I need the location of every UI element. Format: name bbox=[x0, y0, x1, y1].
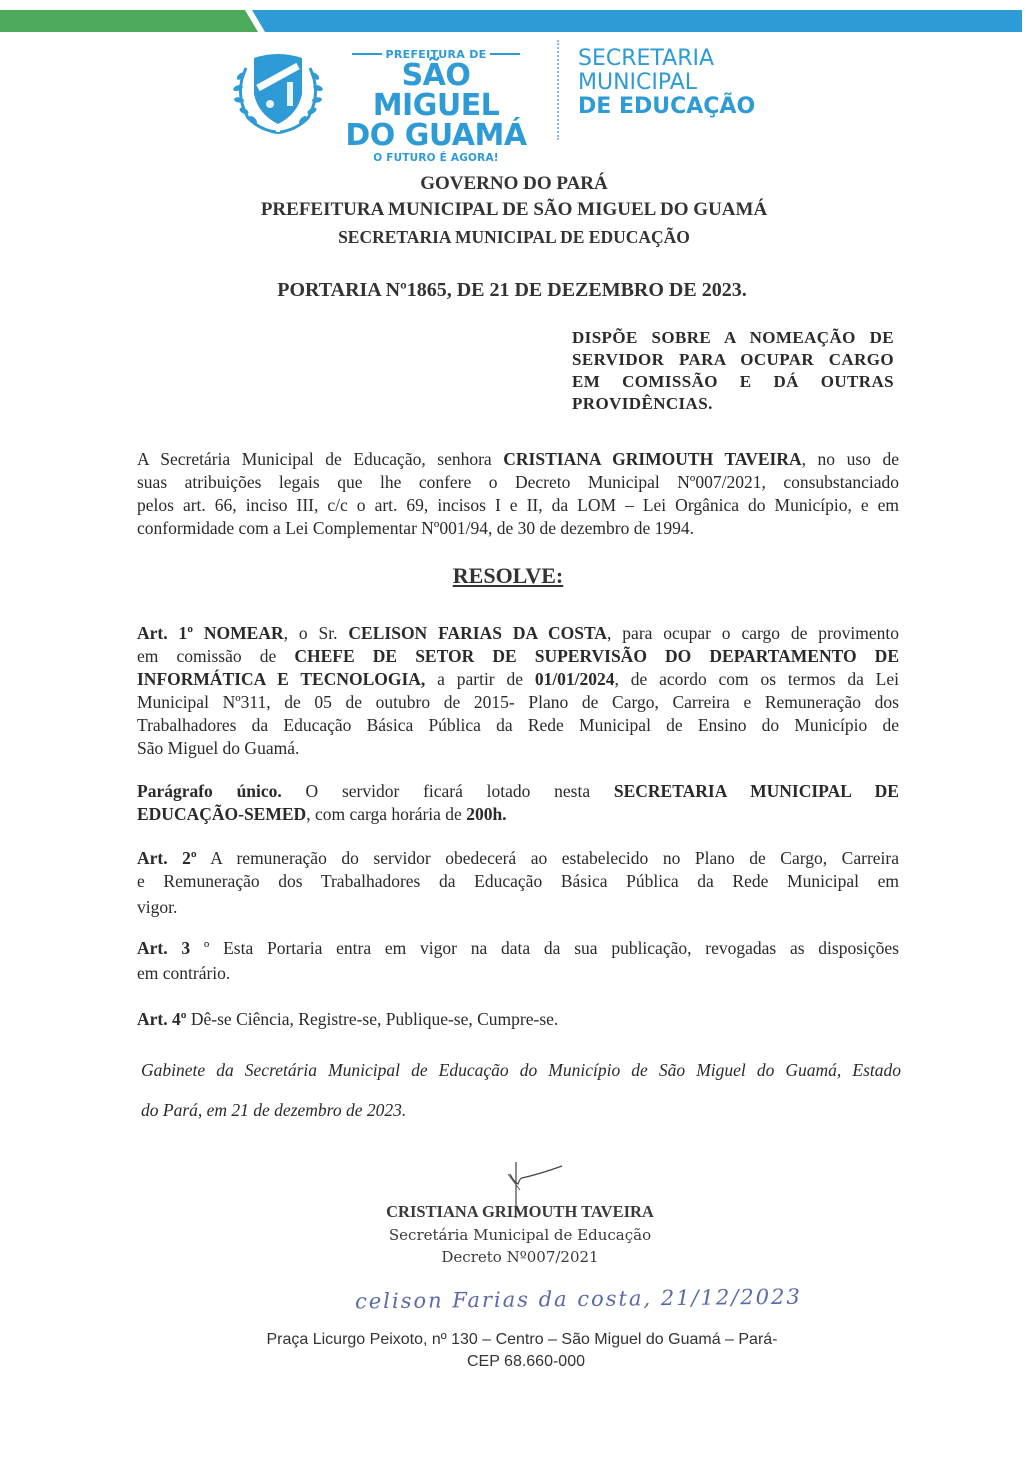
logo-city-line2: DO GUAMÁ bbox=[345, 118, 527, 153]
text-run: EDUCAÇÃO-SEMED bbox=[137, 804, 307, 824]
text-run: a partir de bbox=[425, 669, 535, 689]
header-color-bar bbox=[0, 10, 1022, 32]
prefeitura-logo bbox=[336, 47, 536, 165]
secretary-name: CRISTIANA GRIMOUTH TAVEIRA bbox=[503, 449, 802, 469]
article-line: vigor. bbox=[137, 897, 178, 917]
text-run: Art. 2º bbox=[137, 848, 197, 868]
portaria-title: PORTARIA Nº1865, DE 21 DE DEZEMBRO DE 2023. bbox=[277, 279, 747, 301]
footer-address: Praça Licurgo Peixoto, nº 130 – Centro – São Miguel do Guamá – Pará- bbox=[266, 1331, 778, 1348]
article-line: em contrário. bbox=[137, 963, 231, 983]
secretaria-logo-line2: MUNICIPAL bbox=[578, 70, 698, 95]
municipal-crest-icon bbox=[228, 48, 328, 138]
preamble-line: suas atribuições legais que lhe confere o Decreto Municipal Nº007/2021, consubstanciado bbox=[137, 472, 899, 492]
text-run: SECRETARIA MUNICIPAL DE bbox=[613, 781, 899, 801]
footer-cep: CEP 68.660-000 bbox=[466, 1353, 585, 1370]
header-prefeitura: PREFEITURA MUNICIPAL DE SÃO MIGUEL DO GUAMÁ bbox=[260, 199, 768, 220]
resolve-text: RESOLVE: bbox=[452, 563, 564, 588]
green-bar-segment bbox=[0, 10, 258, 32]
preamble-line: pelos art. 66, inciso III, c/c o art. 69, incisos I e II, da LOM – Lei Orgânica do Município, e em bbox=[137, 495, 899, 515]
text-run: , com carga horária de bbox=[306, 804, 467, 824]
article-line bbox=[137, 803, 899, 825]
secretaria-logo-line1: SECRETARIA bbox=[578, 46, 715, 71]
text-run: , para ocupar o cargo de provimento bbox=[607, 623, 899, 643]
ementa-line: DISPÕE SOBRE A NOMEAÇÃO DE bbox=[572, 328, 894, 347]
text-run: , de acordo com os termos da Lei bbox=[614, 669, 899, 689]
logo-city-line1: SÃO MIGUEL bbox=[372, 58, 500, 123]
text-run: A remuneração do servidor obedecerá ao estabelecido no Plano de Cargo, Carreira bbox=[196, 848, 899, 868]
resolve-heading bbox=[0, 562, 1022, 590]
position-title: INFORMÁTICA E TECNOLOGIA, bbox=[137, 669, 426, 689]
preamble-line: conformidade com a Lei Complementar Nº001/94, de 30 de dezembro de 1994. bbox=[137, 518, 694, 538]
text-run: , o Sr. bbox=[283, 623, 349, 643]
logo-slogan: O FUTURO É AGORA! bbox=[373, 152, 499, 164]
text-run: º Esta Portaria entra em vigor na data da sua publicação, revogadas as disposições bbox=[190, 938, 899, 958]
article-line bbox=[137, 622, 899, 644]
workload: 200h. bbox=[466, 804, 507, 824]
signer-role: Secretária Municipal de Educação bbox=[388, 1226, 652, 1244]
article-line: e Remuneração dos Trabalhadores da Educação Básica Pública da Rede Municipal em bbox=[137, 871, 899, 891]
article-line bbox=[137, 668, 899, 690]
article-line: São Miguel do Guamá. bbox=[137, 738, 300, 758]
preamble-line bbox=[137, 448, 899, 470]
article-4 bbox=[137, 1008, 899, 1030]
appointee-name: CELISON FARIAS DA COSTA bbox=[348, 623, 608, 643]
article-line bbox=[137, 937, 899, 959]
article-line: Municipal Nº311, de 05 de outubro de 2015- Plano de Cargo, Carreira e Remuneração dos bbox=[137, 692, 899, 712]
text-run: , no uso de bbox=[801, 449, 899, 469]
gabinete-line: do Pará, em 21 de dezembro de 2023. bbox=[141, 1100, 407, 1120]
ementa-line: PROVIDÊNCIAS. bbox=[572, 394, 713, 413]
text-run: Art. 4º bbox=[137, 1009, 187, 1029]
secretaria-logo-line3: DE EDUCAÇÃO bbox=[578, 94, 756, 119]
text-run: Dê-se Ciência, Registre-se, Publique-se, Cumpre-se. bbox=[186, 1009, 559, 1029]
header-secretaria: SECRETARIA MUNICIPAL DE EDUCAÇÃO bbox=[338, 227, 690, 247]
text-run: O servidor ficará lotado nesta bbox=[281, 781, 614, 801]
position-title: CHEFE DE SETOR DE SUPERVISÃO DO DEPARTAMENTO DE bbox=[294, 646, 899, 666]
text-run: Parágrafo único. bbox=[137, 781, 282, 801]
header-governo: GOVERNO DO PARÁ bbox=[420, 173, 608, 194]
article-line bbox=[137, 645, 899, 667]
signer-name: CRISTIANA GRIMOUTH TAVEIRA bbox=[386, 1202, 654, 1221]
article-line bbox=[137, 780, 899, 802]
gabinete-line: Gabinete da Secretária Municipal de Educação do Município de São Miguel do Guamá, Estado bbox=[141, 1060, 901, 1080]
ementa-line: EM COMISSÃO E DÁ OUTRAS bbox=[572, 372, 894, 391]
article-line bbox=[137, 847, 899, 869]
logo-prefeitura-de: PREFEITURA DE bbox=[385, 47, 487, 61]
text-run: Art. 1º NOMEAR bbox=[137, 623, 284, 643]
signer-decree: Decreto Nº007/2021 bbox=[441, 1248, 599, 1266]
ementa-line: SERVIDOR PARA OCUPAR CARGO bbox=[572, 350, 894, 369]
logo-divider bbox=[557, 40, 559, 140]
text-run: A Secretária Municipal de Educação, senhora bbox=[137, 449, 504, 469]
text-run: em comissão de bbox=[137, 646, 295, 666]
handwritten-receipt: celison Farias da costa, 21/12/2023 bbox=[354, 1284, 802, 1314]
blue-bar-segment bbox=[252, 10, 1022, 32]
secretaria-logo bbox=[578, 47, 755, 119]
article-line: Trabalhadores da Educação Básica Pública da Rede Municipal de Ensino do Município de bbox=[137, 715, 899, 735]
text-run: Art. 3 bbox=[137, 938, 191, 958]
start-date: 01/01/2024 bbox=[534, 669, 615, 689]
